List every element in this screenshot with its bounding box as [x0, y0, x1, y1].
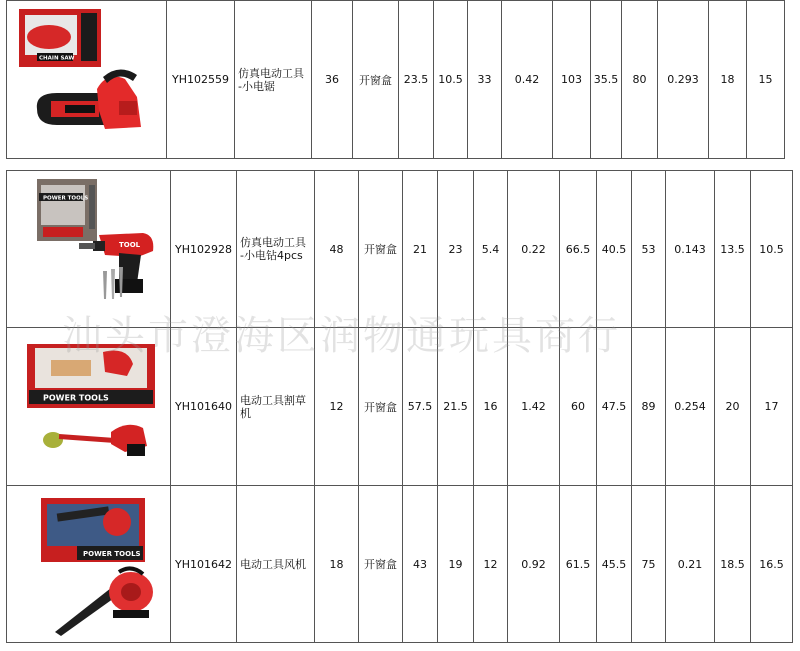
value-cell: 0.254 [666, 328, 715, 486]
value-cell: 0.293 [658, 1, 709, 159]
value-cell: 18 [709, 1, 747, 159]
product-image-cell [7, 171, 171, 328]
packaging: 开窗盒 [359, 328, 403, 486]
table-row [7, 1, 785, 159]
value-cell: 103 [553, 1, 591, 159]
value-cell: 57.5 [403, 328, 438, 486]
value-cell: 80 [622, 1, 658, 159]
product-name-line1: 仿真电动工具 [240, 236, 306, 249]
watermark: 汕头市澄海区润物通玩具商行 [62, 313, 621, 359]
value-cell: 61.5 [560, 486, 597, 643]
product-code: YH101642 [171, 486, 237, 643]
product-name-line2: -小电钻4pcs [240, 249, 303, 262]
value-cell: 0.92 [508, 486, 560, 643]
product-image-cell [7, 1, 167, 159]
tool-label: TOOL [119, 241, 141, 249]
value-cell: 5.4 [474, 171, 508, 328]
product-name-line2: 机 [240, 406, 251, 420]
value-cell: 0.42 [502, 1, 553, 159]
chainsaw-image [7, 1, 167, 158]
value-cell: 10.5 [434, 1, 468, 159]
table-row [7, 171, 793, 328]
value-cell: 16.5 [751, 486, 793, 643]
product-table-bottom [6, 170, 793, 643]
product-table-top [6, 0, 785, 159]
value-cell: 15 [747, 1, 785, 159]
value-cell: 23.5 [399, 1, 434, 159]
product-name [237, 328, 315, 486]
product-code: YH102559 [167, 1, 235, 159]
value-cell: 13.5 [715, 171, 751, 328]
value-cell: 75 [632, 486, 666, 643]
value-cell: 23 [438, 171, 474, 328]
value-cell: 21 [403, 171, 438, 328]
value-cell: 53 [632, 171, 666, 328]
product-code: YH101640 [171, 328, 237, 486]
product-name-line1: 仿真电动工具 [238, 66, 304, 80]
value-cell: 17 [751, 328, 793, 486]
product-name-line1: 电动工具风机 [240, 557, 306, 571]
packaging: 开窗盒 [359, 486, 403, 643]
value-cell: 20 [715, 328, 751, 486]
value-cell: 33 [468, 1, 502, 159]
quantity: 48 [315, 171, 359, 328]
value-cell: 45.5 [597, 486, 632, 643]
value-cell: 43 [403, 486, 438, 643]
value-cell: 40.5 [597, 171, 632, 328]
table-row [7, 486, 793, 643]
value-cell: 47.5 [597, 328, 632, 486]
value-cell: 21.5 [438, 328, 474, 486]
box-label: POWER TOOLS [43, 195, 89, 202]
value-cell: 18.5 [715, 486, 751, 643]
value-cell: 60 [560, 328, 597, 486]
product-code: YH102928 [171, 171, 237, 328]
value-cell: 12 [474, 486, 508, 643]
value-cell: 35.5 [591, 1, 622, 159]
quantity: 36 [312, 1, 353, 159]
value-cell: 0.21 [666, 486, 715, 643]
value-cell: 1.42 [508, 328, 560, 486]
quantity: 18 [315, 486, 359, 643]
product-image-cell [7, 486, 171, 643]
leaf-blower-image [7, 486, 171, 642]
box-label: CHAIN SAW [39, 55, 75, 62]
product-image-cell [7, 328, 171, 486]
product-name [237, 171, 315, 328]
packaging: 开窗盒 [359, 171, 403, 328]
grass-trimmer-image [7, 328, 171, 485]
value-cell: 0.143 [666, 171, 715, 328]
drill-image [7, 171, 171, 327]
product-name-line1: 电动工具割草 [240, 393, 306, 407]
value-cell: 19 [438, 486, 474, 643]
product-name [237, 486, 315, 643]
box-label: POWER TOOLS [83, 550, 141, 558]
value-cell: 66.5 [560, 171, 597, 328]
quantity: 12 [315, 328, 359, 486]
product-name-line2: -小电锯 [238, 79, 275, 93]
box-label: POWER TOOLS [43, 393, 109, 403]
table-row [7, 328, 793, 486]
packaging: 开窗盒 [353, 1, 399, 159]
value-cell: 0.22 [508, 171, 560, 328]
value-cell: 10.5 [751, 171, 793, 328]
product-name [235, 1, 312, 159]
value-cell: 16 [474, 328, 508, 486]
value-cell: 89 [632, 328, 666, 486]
